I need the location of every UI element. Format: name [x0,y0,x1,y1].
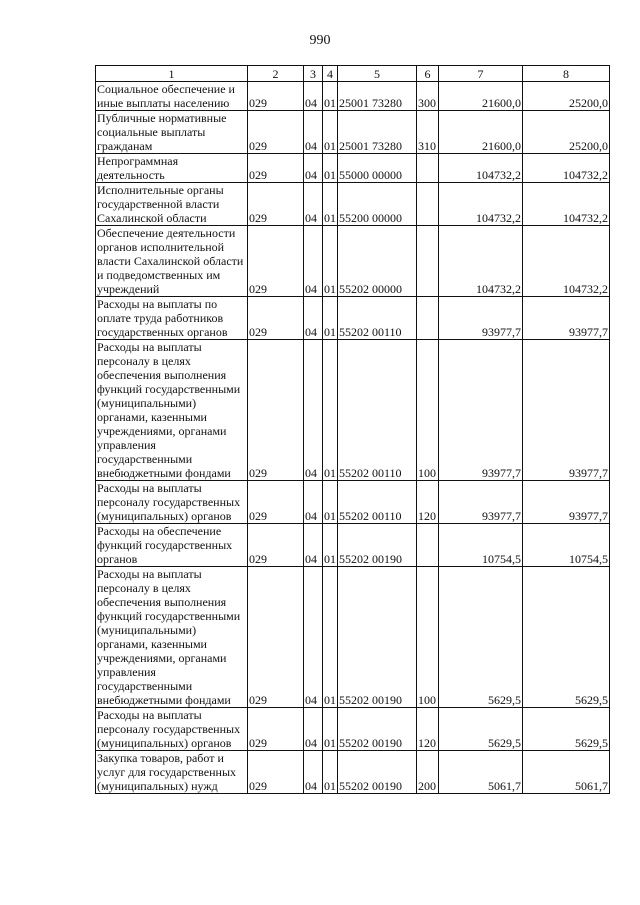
ministry-code-cell: 029 [248,183,304,226]
subsection-code-cell: 01 [323,751,338,794]
table-row [96,297,610,340]
expense-type-cell: 120 [417,708,439,751]
row-name-cell: Расходы на выплаты персоналу государственных (муниципальных) органов [96,708,248,751]
ministry-code-cell: 029 [248,481,304,524]
subsection-code-cell: 01 [323,297,338,340]
section-code-cell: 04 [304,154,323,183]
table-row [96,751,610,794]
amount-col8-cell: 93977,7 [523,340,610,481]
column-header: 3 [304,66,323,82]
table-row [96,183,610,226]
amount-col7-cell: 104732,2 [439,183,523,226]
amount-col8-cell: 93977,7 [523,481,610,524]
target-code-cell: 25001 73280 [338,82,417,111]
row-name-cell: Обеспечение деятельности органов исполнительной власти Сахалинской области и подведомственных им учреждений [96,226,248,297]
row-name-cell: Публичные нормативные социальные выплаты гражданам [96,111,248,154]
row-name-cell: Расходы на выплаты персоналу в целях обеспечения выполнения функций государственными (муниципальными) органами, казенными учреждениями, органами управления государственными внебюджетными фондами [96,340,248,481]
section-code-cell: 04 [304,183,323,226]
table-row [96,154,610,183]
expense-type-cell: 300 [417,82,439,111]
table-row [96,567,610,708]
amount-col7-cell: 93977,7 [439,297,523,340]
section-code-cell: 04 [304,751,323,794]
table-row [96,82,610,111]
amount-col7-cell: 5629,5 [439,567,523,708]
amount-col7-cell: 104732,2 [439,226,523,297]
column-header: 7 [439,66,523,82]
amount-col8-cell: 10754,5 [523,524,610,567]
target-code-cell: 55202 00190 [338,567,417,708]
subsection-code-cell: 01 [323,111,338,154]
target-code-cell: 55202 00000 [338,226,417,297]
subsection-code-cell: 01 [323,226,338,297]
amount-col8-cell: 5629,5 [523,708,610,751]
row-name-cell: Расходы на выплаты по оплате труда работников государственных органов [96,297,248,340]
subsection-code-cell: 01 [323,567,338,708]
ministry-code-cell: 029 [248,751,304,794]
amount-col7-cell: 5629,5 [439,708,523,751]
amount-col8-cell: 93977,7 [523,297,610,340]
row-name-cell: Расходы на выплаты персоналу государственных (муниципальных) органов [96,481,248,524]
amount-col7-cell: 10754,5 [439,524,523,567]
table-row [96,481,610,524]
amount-col7-cell: 21600,0 [439,111,523,154]
table-row [96,111,610,154]
section-code-cell: 04 [304,708,323,751]
column-header: 5 [338,66,417,82]
row-name-cell: Расходы на выплаты персоналу в целях обеспечения выполнения функций государственными (муниципальными) органами, казенными учреждениями, органами управления государственными внебюджетными фондами [96,567,248,708]
amount-col7-cell: 5061,7 [439,751,523,794]
row-name-cell: Исполнительные органы государственной власти Сахалинской области [96,183,248,226]
ministry-code-cell: 029 [248,82,304,111]
target-code-cell: 55200 00000 [338,183,417,226]
amount-col8-cell: 25200,0 [523,111,610,154]
expense-type-cell: 100 [417,340,439,481]
amount-col8-cell: 104732,2 [523,226,610,297]
amount-col8-cell: 25200,0 [523,82,610,111]
section-code-cell: 04 [304,226,323,297]
ministry-code-cell: 029 [248,340,304,481]
target-code-cell: 55202 00110 [338,297,417,340]
amount-col7-cell: 21600,0 [439,82,523,111]
target-code-cell: 55202 00110 [338,340,417,481]
budget-table [95,65,610,794]
table-row [96,226,610,297]
ministry-code-cell: 029 [248,567,304,708]
amount-col8-cell: 5629,5 [523,567,610,708]
target-code-cell: 25001 73280 [338,111,417,154]
section-code-cell: 04 [304,481,323,524]
target-code-cell: 55202 00190 [338,524,417,567]
subsection-code-cell: 01 [323,340,338,481]
subsection-code-cell: 01 [323,154,338,183]
table-row [96,524,610,567]
target-code-cell: 55202 00190 [338,708,417,751]
amount-col8-cell: 104732,2 [523,183,610,226]
expense-type-cell: 100 [417,567,439,708]
table-row [96,708,610,751]
amount-col8-cell: 5061,7 [523,751,610,794]
section-code-cell: 04 [304,567,323,708]
row-name-cell: Закупка товаров, работ и услуг для государственных (муниципальных) нужд [96,751,248,794]
expense-type-cell: 200 [417,751,439,794]
column-header: 4 [323,66,338,82]
subsection-code-cell: 01 [323,524,338,567]
subsection-code-cell: 01 [323,183,338,226]
table-row [96,340,610,481]
expense-type-cell [417,183,439,226]
amount-col8-cell: 104732,2 [523,154,610,183]
amount-col7-cell: 93977,7 [439,340,523,481]
row-name-cell: Непрограммная деятельность [96,154,248,183]
section-code-cell: 04 [304,82,323,111]
ministry-code-cell: 029 [248,708,304,751]
expense-type-cell: 310 [417,111,439,154]
amount-col7-cell: 104732,2 [439,154,523,183]
subsection-code-cell: 01 [323,481,338,524]
section-code-cell: 04 [304,340,323,481]
page-number: 990 [309,33,331,48]
section-code-cell: 04 [304,524,323,567]
amount-col7-cell: 93977,7 [439,481,523,524]
row-name-cell: Расходы на обеспечение функций государственных органов [96,524,248,567]
expense-type-cell [417,524,439,567]
ministry-code-cell: 029 [248,154,304,183]
target-code-cell: 55202 00190 [338,751,417,794]
section-code-cell: 04 [304,111,323,154]
expense-type-cell: 120 [417,481,439,524]
row-name-cell: Социальное обеспечение и иные выплаты населению [96,82,248,111]
target-code-cell: 55202 00110 [338,481,417,524]
target-code-cell: 55000 00000 [338,154,417,183]
subsection-code-cell: 01 [323,708,338,751]
ministry-code-cell: 029 [248,226,304,297]
column-header: 6 [417,66,439,82]
ministry-code-cell: 029 [248,297,304,340]
ministry-code-cell: 029 [248,111,304,154]
section-code-cell: 04 [304,297,323,340]
column-header: 2 [248,66,304,82]
column-header: 8 [523,66,610,82]
expense-type-cell [417,154,439,183]
expense-type-cell [417,297,439,340]
ministry-code-cell: 029 [248,524,304,567]
subsection-code-cell: 01 [323,82,338,111]
column-header: 1 [96,66,248,82]
expense-type-cell [417,226,439,297]
header-row [96,66,610,82]
